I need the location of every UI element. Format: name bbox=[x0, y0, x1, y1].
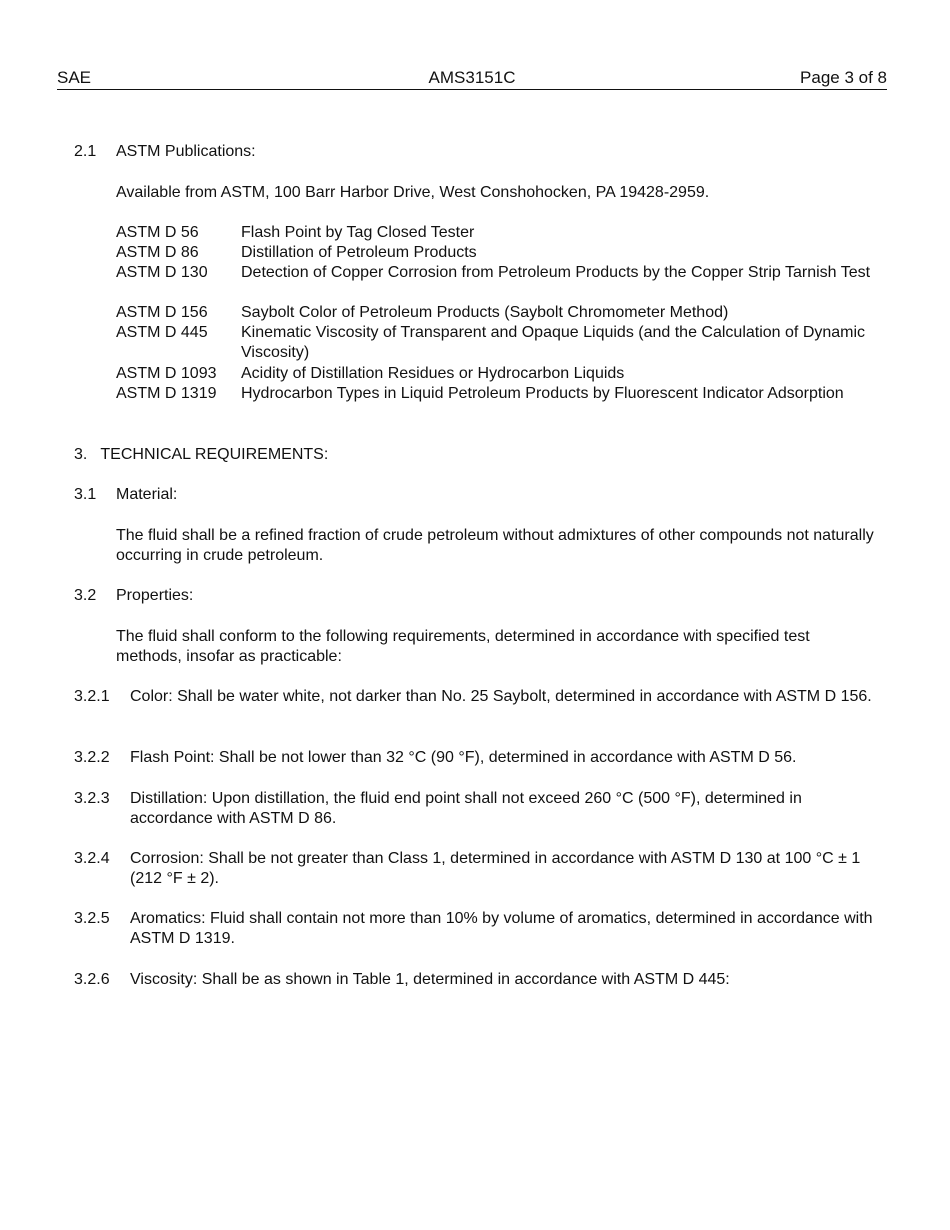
astm-desc: Acidity of Distillation Residues or Hydrocarbon Liquids bbox=[241, 365, 625, 382]
astm-desc: Detection of Copper Corrosion from Petroleum Products by the Copper Strip Tarnish Test bbox=[241, 264, 871, 281]
subsection-number: 3.2.5 bbox=[74, 910, 110, 927]
page-header bbox=[57, 68, 887, 90]
astm-desc: Kinematic Viscosity of Transparent and Opaque Liquids (and the Calculation of Dynamic Viscosity) bbox=[241, 324, 866, 361]
section-3-1-text: The fluid shall be a refined fraction of crude petroleum without admixtures of other compounds not naturally occurring in crude petroleum. bbox=[116, 527, 874, 564]
subsection-text: Color: Shall be water white, not darker than No. 25 Saybolt, determined in accordance with ASTM D 156. bbox=[130, 688, 872, 705]
section-2-1-number: 2.1 bbox=[74, 143, 97, 160]
astm-code: ASTM D 56 bbox=[116, 224, 199, 241]
subsection-text: Corrosion: Shall be not greater than Class 1, determined in accordance with ASTM D 130 at 100 °C ± 1 (212 °F ± 2). bbox=[130, 850, 861, 887]
astm-availability: Available from ASTM, 100 Barr Harbor Drive, West Conshohocken, PA 19428-2959. bbox=[116, 184, 710, 201]
subsection-number: 3.2.2 bbox=[74, 749, 110, 766]
header-page-number: Page 3 of 8 bbox=[800, 68, 887, 87]
subsection-number: 3.2.3 bbox=[74, 790, 110, 807]
header-doc-id: AMS3151C bbox=[428, 68, 516, 87]
astm-code: ASTM D 1319 bbox=[116, 385, 217, 402]
subsection-number: 3.2.6 bbox=[74, 971, 110, 988]
subsection-text: Flash Point: Shall be not lower than 32 °C (90 °F), determined in accordance with ASTM D 56. bbox=[130, 749, 797, 766]
section-3-title: 3. TECHNICAL REQUIREMENTS: bbox=[74, 446, 329, 463]
section-3-2-title: Properties: bbox=[116, 587, 194, 604]
subsection-text: Viscosity: Shall be as shown in Table 1, determined in accordance with ASTM D 445: bbox=[130, 971, 730, 988]
astm-code: ASTM D 86 bbox=[116, 244, 199, 261]
astm-code: ASTM D 156 bbox=[116, 304, 208, 321]
subsection-number: 3.2.4 bbox=[74, 850, 110, 867]
section-3-1-title: Material: bbox=[116, 486, 178, 503]
section-3-1-number: 3.1 bbox=[74, 486, 97, 503]
header-org: SAE bbox=[57, 68, 92, 87]
section-2-1-title: ASTM Publications: bbox=[116, 143, 256, 160]
astm-desc: Saybolt Color of Petroleum Products (Saybolt Chromometer Method) bbox=[241, 304, 729, 321]
astm-code: ASTM D 1093 bbox=[116, 365, 217, 382]
subsection-text: Distillation: Upon distillation, the fluid end point shall not exceed 260 °C (500 °F), determined in accordance with ASTM D 86. bbox=[130, 790, 802, 827]
astm-code: ASTM D 130 bbox=[116, 264, 208, 281]
subsection-number: 3.2.1 bbox=[74, 688, 110, 705]
section-3-2-text: The fluid shall conform to the following requirements, determined in accordance with specified test methods, insofar as practicable: bbox=[116, 628, 810, 665]
section-3-2-number: 3.2 bbox=[74, 587, 97, 604]
astm-desc: Flash Point by Tag Closed Tester bbox=[241, 224, 475, 241]
subsection-text: Aromatics: Fluid shall contain not more than 10% by volume of aromatics, determined in accordance with ASTM D 1319. bbox=[130, 910, 873, 947]
astm-code: ASTM D 445 bbox=[116, 324, 208, 341]
astm-desc: Hydrocarbon Types in Liquid Petroleum Products by Fluorescent Indicator Adsorption bbox=[241, 385, 844, 402]
astm-desc: Distillation of Petroleum Products bbox=[241, 244, 477, 261]
